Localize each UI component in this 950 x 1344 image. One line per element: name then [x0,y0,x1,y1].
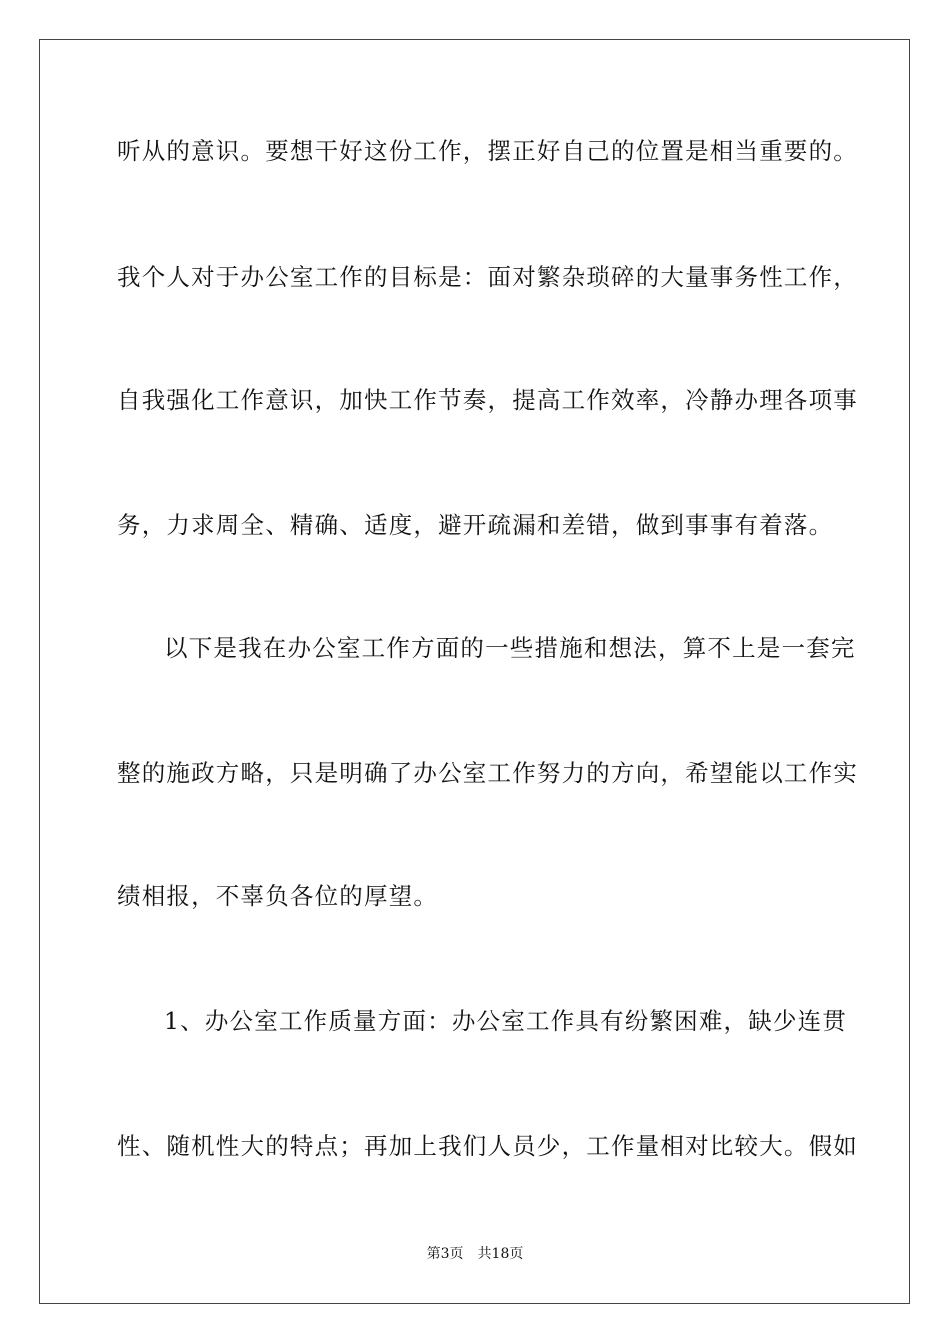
page-border [39,39,910,1304]
page-number-current: 第3页 [426,1246,464,1262]
body-text-line-4: 务，力求周全、精确、适度，避开疏漏和差错，做到事事有着落。 [117,511,834,539]
body-text-line-7: 绩相报，不辜负各位的厚望。 [117,882,439,910]
body-text-line-2: 我个人对于办公室工作的目标是：面对繁杂琐碎的大量事务性工作， [117,263,858,291]
body-text-line-1: 听从的意识。要想干好这份工作，摆正好自己的位置是相当重要的。 [117,137,858,165]
page-footer [0,1245,950,1263]
body-text-line-8: 1、办公室工作质量方面：办公室工作具有纷繁困难，缺少连贯 [164,1007,848,1035]
body-text-line-3: 自我强化工作意识，加快工作节奏，提高工作效率，冷静办理各项事 [117,386,858,414]
body-text-line-5: 以下是我在办公室工作方面的一些措施和想法，算不上是一套完 [164,634,856,662]
body-text-line-9: 性、随机性大的特点；再加上我们人员少，工作量相对比较大。假如 [117,1132,858,1160]
body-text-line-6: 整的施政方略，只是明确了办公室工作努力的方向，希望能以工作实 [117,759,858,787]
page-number-total: 共18页 [477,1246,524,1262]
